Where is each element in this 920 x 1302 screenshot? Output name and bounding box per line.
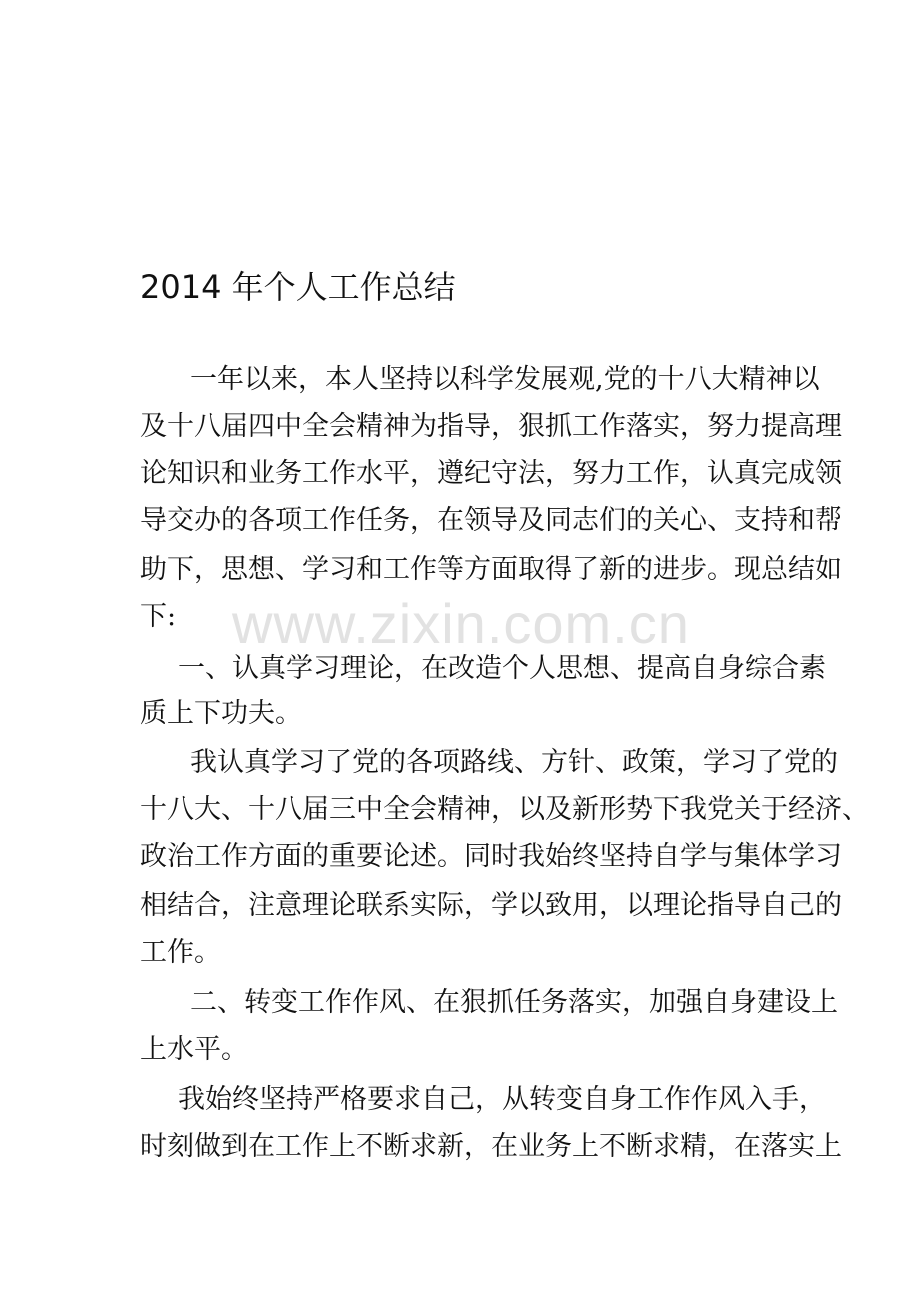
text-line: 我认真学习了党的各项路线、方针、政策，学习了党的 (190, 747, 838, 778)
text-line: 二、转变工作作风、在狠抓任务落实，加强自身建设上 (190, 987, 838, 1018)
text-line: 一、认真学习理论，在改造个人思想、提高自身综合素 (178, 653, 826, 684)
text-line: 时刻做到在工作上不断求新，在业务上不断求精，在落实上 (140, 1131, 842, 1162)
text-line: 及十八届四中全会精神为指导，狠抓工作落实，努力提高理 (140, 411, 842, 442)
text-line: 政治工作方面的重要论述。同时我始终坚持自学与集体学习 (140, 841, 842, 872)
text-line: 助下，思想、学习和工作等方面取得了新的进步。现总结如 (140, 554, 842, 585)
text-line: 我始终坚持严格要求自己，从转变自身工作作风入手， (178, 1084, 826, 1115)
text-line: 一年以来，本人坚持以科学发展观,党的十八大精神以 (190, 364, 820, 395)
text-line: 下: (140, 601, 177, 632)
text-line: 工作。 (140, 937, 221, 968)
text-line: 相结合，注意理论联系实际，学以致用，以理论指导自己的 (140, 890, 842, 921)
text-line: 十八大、十八届三中全会精神，以及新形势下我党关于经济、 (140, 794, 869, 825)
text-line: 导交办的各项工作任务，在领导及同志们的关心、支持和帮 (140, 505, 842, 536)
text-line: 上水平。 (140, 1034, 248, 1065)
text-line: 论知识和业务工作水平，遵纪守法，努力工作，认真完成领 (140, 458, 842, 489)
text-line: 质上下功夫。 (140, 698, 302, 729)
watermark: www.zixin.com.cn (232, 592, 690, 655)
document-title: 2014 年个人工作总结 (140, 268, 456, 306)
